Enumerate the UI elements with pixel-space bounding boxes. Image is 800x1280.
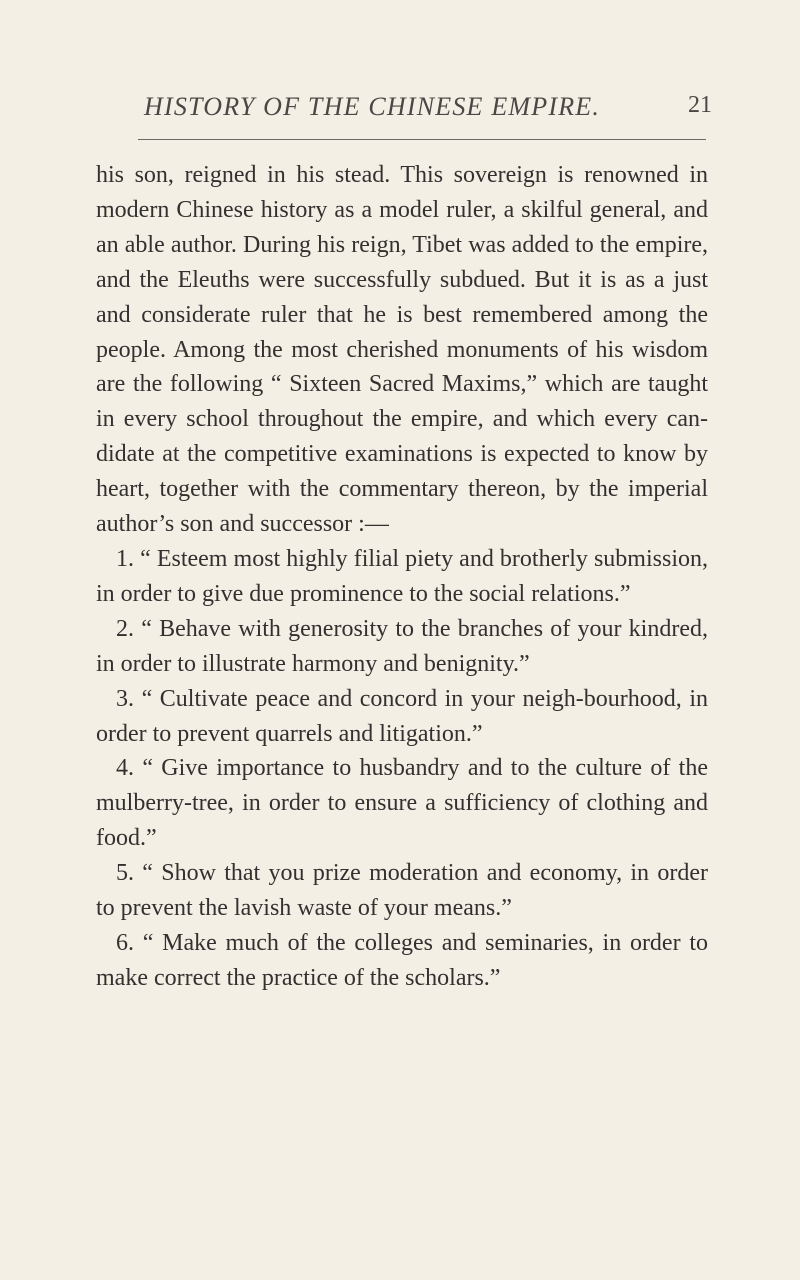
maxim-6: 6. “ Make much of the colleges and seminaries, in order to make correct the practice of the scholars.” (96, 929, 708, 991)
maxim-2: 2. “ Behave with generosity to the branches of your kindred, in order to illustrate harmony and benignity.” (96, 615, 708, 677)
paragraph-intro: his son, reigned in his stead. This sovereign is renowned in modern Chinese history as a model ruler, a skilful general, and an able author. During his reign, Tibet was added to the empire, and the Eleuths were successfully subdued. But it is as a just and considerate ruler that he is best remembered among the people. Among the most cherished monuments of his wisdom are the following “ Sixteen Sacred Maxims,” which are taught in every school throughout the empire, and which every can-didate at the competitive examinations is expected to know by heart, together with the commentary thereon, by the imperial author’s son and successor :— (96, 162, 708, 538)
maxim-1: 1. “ Esteem most highly filial piety and brotherly submission, in order to give due prominence to the social relations.” (96, 545, 708, 607)
page-number: 21 (688, 92, 712, 118)
maxim-3: 3. “ Cultivate peace and concord in your neigh-bourhood, in order to prevent quarrels and litigation.” (96, 685, 708, 747)
header-rule (138, 139, 706, 140)
body-text (96, 158, 708, 996)
maxim-4: 4. “ Give importance to husbandry and to the culture of the mulberry-tree, in order to ensure a sufficiency of clothing and food.” (96, 755, 708, 852)
page-header (96, 92, 712, 132)
running-title: HISTORY OF THE CHINESE EMPIRE. (144, 92, 601, 121)
maxim-5: 5. “ Show that you prize moderation and economy, in order to prevent the lavish waste of your means.” (96, 860, 708, 922)
